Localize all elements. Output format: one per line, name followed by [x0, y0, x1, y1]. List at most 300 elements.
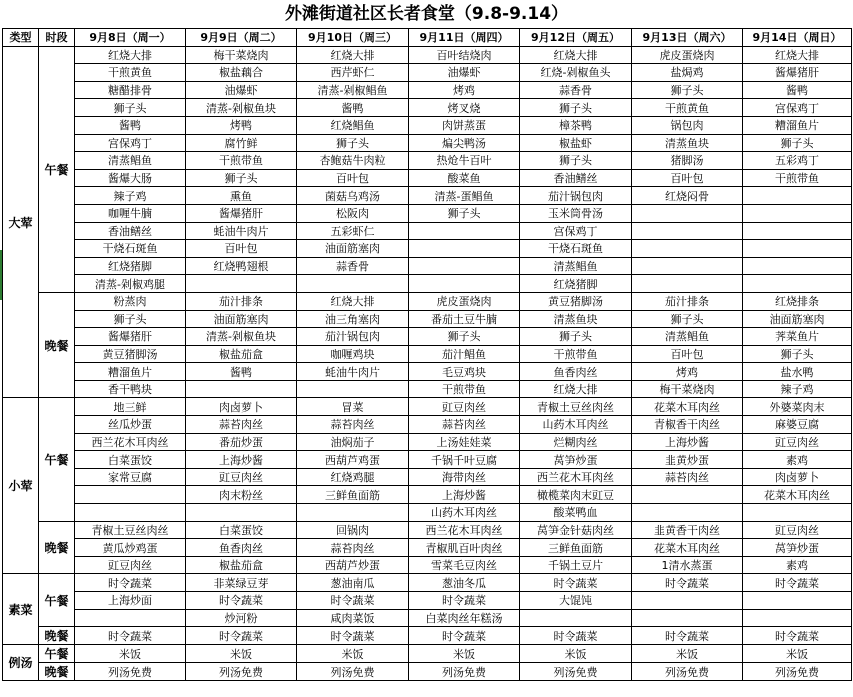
dish-cell: 宫保鸡丁: [743, 99, 852, 117]
dish-cell: 清蒸鱼块: [632, 134, 743, 152]
dish-cell: 时令蔬菜: [743, 627, 852, 645]
dish-cell: 炒河粉: [186, 609, 297, 627]
menu-row: [3, 257, 852, 275]
menu-row: [3, 292, 852, 310]
dish-cell: 山药木耳肉丝: [409, 504, 520, 522]
dish-cell: 蒜苔肉丝: [186, 416, 297, 434]
menu-table: [2, 28, 852, 681]
dish-cell: 三鲜鱼面筋: [520, 539, 632, 557]
dish-cell: 锅包肉: [632, 116, 743, 134]
dish-cell: 松阪肉: [297, 204, 409, 222]
dish-cell: 西兰花木耳肉丝: [409, 521, 520, 539]
dish-cell: 狮子头: [186, 169, 297, 187]
menu-row: [3, 380, 852, 398]
dish-cell: 干煎黄鱼: [75, 64, 186, 82]
dish-cell: 狮子头: [743, 345, 852, 363]
dish-cell: 花菜木耳肉丝: [743, 486, 852, 504]
dish-cell: [743, 204, 852, 222]
dish-cell: 酱鸭: [743, 81, 852, 99]
dish-cell: 红烧鸡腿: [297, 468, 409, 486]
dish-cell: 香油鳝丝: [520, 169, 632, 187]
dish-cell: 干煎带鱼: [186, 152, 297, 170]
dish-cell: 韭黄香干肉丝: [632, 521, 743, 539]
dish-cell: 米饭: [520, 645, 632, 663]
dish-cell: 上海炒酱: [632, 433, 743, 451]
menu-row: [3, 81, 852, 99]
dish-cell: 三鲜鱼面筋: [297, 486, 409, 504]
dish-cell: 糖醋排骨: [75, 81, 186, 99]
menu-row: [3, 169, 852, 187]
dish-cell: 干煎带鱼: [743, 169, 852, 187]
dish-cell: 樟茶鸭: [520, 116, 632, 134]
dish-cell: 蒜苔肉丝: [409, 416, 520, 434]
dish-cell: 时令蔬菜: [297, 592, 409, 610]
dish-cell: [632, 592, 743, 610]
dish-cell: 蒜香骨: [520, 81, 632, 99]
dish-cell: 黄豆猪脚汤: [520, 292, 632, 310]
dish-cell: 香油鳝丝: [75, 222, 186, 240]
dish-cell: 橄榄菜肉末豇豆: [520, 486, 632, 504]
dish-cell: 蒜苔肉丝: [632, 468, 743, 486]
menu-row: [3, 64, 852, 82]
menu-row: [3, 398, 852, 416]
dish-cell: 清蒸鲳鱼: [520, 257, 632, 275]
dish-cell: 酱鸭: [297, 99, 409, 117]
dish-cell: 时令蔬菜: [632, 627, 743, 645]
dish-cell: 红烧大排: [520, 380, 632, 398]
menu-row: [3, 222, 852, 240]
dish-cell: 时令蔬菜: [520, 574, 632, 592]
dish-cell: 酸菜鱼: [409, 169, 520, 187]
dish-cell: 蚝油牛肉片: [186, 222, 297, 240]
dish-cell: 时令蔬菜: [632, 574, 743, 592]
dish-cell: 狮子头: [75, 310, 186, 328]
dish-cell: 红烧鸭翅根: [186, 257, 297, 275]
dish-cell: 椒盐茄盒: [186, 556, 297, 574]
dish-cell: 油焖茄子: [297, 433, 409, 451]
dish-cell: 蒜香骨: [297, 257, 409, 275]
dish-cell: 花菜木耳肉丝: [632, 398, 743, 416]
dish-cell: 千锅千叶豆腐: [409, 451, 520, 469]
dish-cell: 列汤免费: [520, 663, 632, 681]
dish-cell: 米饭: [186, 645, 297, 663]
dish-cell: 米饭: [632, 645, 743, 663]
dish-cell: [186, 380, 297, 398]
dish-cell: 盐焗鸡: [632, 64, 743, 82]
dish-cell: 西葫芦鸡蛋: [297, 451, 409, 469]
dish-cell: 梅干菜烧肉: [632, 380, 743, 398]
dish-cell: 椒盐虾: [520, 134, 632, 152]
dish-cell: 干烧石斑鱼: [520, 240, 632, 258]
page-title: 外滩街道社区长者食堂（9.8-9.14）: [284, 4, 569, 24]
dish-cell: 烂糊肉丝: [520, 433, 632, 451]
header-cell: 9月13日（周六）: [632, 29, 743, 47]
dish-cell: 椒盐茄盒: [186, 345, 297, 363]
dish-cell: 列汤免费: [632, 663, 743, 681]
dish-cell: 梅干菜烧肉: [186, 46, 297, 64]
dish-cell: 青椒香干肉丝: [632, 416, 743, 434]
dish-cell: 狮子头: [409, 204, 520, 222]
dish-cell: 黄瓜炒鸡蛋: [75, 539, 186, 557]
dish-cell: 红烧猪脚: [75, 257, 186, 275]
dish-cell: [632, 240, 743, 258]
menu-row: [3, 433, 852, 451]
dish-cell: 家常豆腐: [75, 468, 186, 486]
category-cell: 例汤: [3, 645, 39, 681]
dish-cell: 葱油南瓜: [297, 574, 409, 592]
period-cell: 晚餐: [39, 627, 75, 645]
dish-cell: 莴笋炒蛋: [743, 539, 852, 557]
header-cell: 9月8日（周一）: [75, 29, 186, 47]
dish-cell: 酱爆猪肝: [743, 64, 852, 82]
dish-cell: [297, 275, 409, 293]
dish-cell: 狮子头: [520, 152, 632, 170]
dish-cell: 时令蔬菜: [409, 592, 520, 610]
dish-cell: 冒菜: [297, 398, 409, 416]
menu-row: [3, 240, 852, 258]
dish-cell: [632, 275, 743, 293]
dish-cell: 红烧大排: [297, 46, 409, 64]
dish-cell: 玉米筒骨汤: [520, 204, 632, 222]
dish-cell: 五彩虾仁: [297, 222, 409, 240]
dish-cell: 鱼香肉丝: [520, 363, 632, 381]
dish-cell: 盐水鸭: [743, 363, 852, 381]
dish-cell: 时令蔬菜: [297, 627, 409, 645]
dish-cell: 宫保鸡丁: [520, 222, 632, 240]
menu-row: [3, 663, 852, 681]
menu-row: [3, 416, 852, 434]
dish-cell: 1清水蒸蛋: [632, 556, 743, 574]
header-cell: 9月10日（周三）: [297, 29, 409, 47]
dish-cell: 肉末粉丝: [186, 486, 297, 504]
dish-cell: [743, 504, 852, 522]
dish-cell: 红烧排条: [743, 292, 852, 310]
dish-cell: 清蒸-蛋鲳鱼: [409, 187, 520, 205]
dish-cell: 非菜绿豆芽: [186, 574, 297, 592]
dish-cell: [632, 609, 743, 627]
dish-cell: 红烧鲳鱼: [297, 116, 409, 134]
dish-cell: [743, 257, 852, 275]
dish-cell: [75, 486, 186, 504]
dish-cell: [743, 222, 852, 240]
period-cell: 晚餐: [39, 663, 75, 681]
dish-cell: 狮子头: [75, 99, 186, 117]
menu-row: [3, 645, 852, 663]
dish-cell: 红烧猪脚: [520, 275, 632, 293]
dish-cell: 狮子头: [520, 328, 632, 346]
dish-cell: 酸菜鸭血: [520, 504, 632, 522]
menu-row: [3, 451, 852, 469]
dish-cell: [75, 609, 186, 627]
dish-cell: [409, 275, 520, 293]
dish-cell: 粉蒸肉: [75, 292, 186, 310]
dish-cell: 煸尖鸭汤: [409, 134, 520, 152]
menu-row: [3, 592, 852, 610]
dish-cell: [743, 609, 852, 627]
period-cell: 午餐: [39, 574, 75, 627]
dish-cell: 清蒸-剁椒鲳鱼: [297, 81, 409, 99]
dish-cell: [297, 380, 409, 398]
dish-cell: 清蒸鲳鱼: [632, 328, 743, 346]
dish-cell: 红烧-剁椒鱼头: [520, 64, 632, 82]
header-cell: 9月11日（周四）: [409, 29, 520, 47]
dish-cell: 莴笋金针菇肉丝: [520, 521, 632, 539]
dish-cell: [186, 504, 297, 522]
menu-row: [3, 187, 852, 205]
period-cell: 晚餐: [39, 292, 75, 398]
dish-cell: 干烧石斑鱼: [75, 240, 186, 258]
dish-cell: 豇豆肉丝: [409, 398, 520, 416]
dish-cell: 椒盐藕合: [186, 64, 297, 82]
dish-cell: 咸肉菜饭: [297, 609, 409, 627]
dish-cell: 红烧大排: [520, 46, 632, 64]
dish-cell: 杏鲍菇牛肉粒: [297, 152, 409, 170]
menu-row: [3, 310, 852, 328]
menu-row: [3, 345, 852, 363]
dish-cell: 豇豆肉丝: [743, 433, 852, 451]
dish-cell: 烤鸡: [632, 363, 743, 381]
dish-cell: 狮子头: [409, 328, 520, 346]
dish-cell: 红烧大排: [743, 46, 852, 64]
dish-cell: 鱼香肉丝: [186, 539, 297, 557]
dish-cell: 肉卤萝卜: [743, 468, 852, 486]
dish-cell: 百叶包: [186, 240, 297, 258]
dish-cell: 西葫芦炒蛋: [297, 556, 409, 574]
dish-cell: [409, 240, 520, 258]
header-cell: 类型: [3, 29, 39, 47]
dish-cell: 干煎黄鱼: [632, 99, 743, 117]
menu-row: [3, 275, 852, 293]
dish-cell: [632, 257, 743, 275]
menu-row: [3, 134, 852, 152]
dish-cell: [743, 240, 852, 258]
dish-cell: [632, 486, 743, 504]
header-cell: 9月12日（周五）: [520, 29, 632, 47]
category-cell: 小荤: [3, 398, 39, 574]
dish-cell: 时令蔬菜: [520, 627, 632, 645]
dish-cell: 列汤免费: [75, 663, 186, 681]
dish-cell: 酱爆猪肝: [186, 204, 297, 222]
dish-cell: 油爆虾: [409, 64, 520, 82]
dish-cell: 列汤免费: [743, 663, 852, 681]
category-cell: 大荤: [3, 46, 39, 398]
dish-cell: [520, 609, 632, 627]
dish-cell: 上海炒酱: [409, 486, 520, 504]
dish-cell: 糟溜鱼片: [75, 363, 186, 381]
dish-cell: 烤鸭: [186, 116, 297, 134]
dish-cell: 蒜苔肉丝: [297, 539, 409, 557]
dish-cell: 青椒土豆丝肉丝: [75, 521, 186, 539]
dish-cell: 酱爆大肠: [75, 169, 186, 187]
dish-cell: 烤叉烧: [409, 99, 520, 117]
dish-cell: 茄汁排条: [186, 292, 297, 310]
period-cell: 午餐: [39, 46, 75, 292]
menu-row: [3, 556, 852, 574]
dish-cell: 茄汁鲳鱼: [409, 345, 520, 363]
dish-cell: 地三鲜: [75, 398, 186, 416]
dish-cell: 米饭: [297, 645, 409, 663]
dish-cell: 蚝油牛肉片: [297, 363, 409, 381]
dish-cell: 千锅土豆片: [520, 556, 632, 574]
menu-row: [3, 363, 852, 381]
dish-cell: 茄汁锅包肉: [520, 187, 632, 205]
dish-cell: 外婆菜肉末: [743, 398, 852, 416]
dish-cell: 海带肉丝: [409, 468, 520, 486]
period-cell: 午餐: [39, 398, 75, 521]
dish-cell: [632, 222, 743, 240]
dish-cell: 上汤娃娃菜: [409, 433, 520, 451]
dish-cell: 狮子头: [632, 310, 743, 328]
dish-cell: [75, 504, 186, 522]
dish-cell: 虎皮蛋烧肉: [632, 46, 743, 64]
menu-row: [3, 504, 852, 522]
menu-row: [3, 99, 852, 117]
dish-cell: 香干鸭块: [75, 380, 186, 398]
dish-cell: 豇豆肉丝: [186, 468, 297, 486]
dish-cell: 米饭: [75, 645, 186, 663]
header-row: [3, 29, 852, 47]
dish-cell: [632, 504, 743, 522]
dish-cell: 狮子头: [520, 99, 632, 117]
dish-cell: 上海炒面: [75, 592, 186, 610]
dish-cell: 油爆虾: [186, 81, 297, 99]
dish-cell: [297, 504, 409, 522]
dish-cell: 红烧大排: [297, 292, 409, 310]
dish-cell: 韭黄炒蛋: [632, 451, 743, 469]
dish-cell: [632, 204, 743, 222]
dish-cell: 时令蔬菜: [743, 574, 852, 592]
dish-cell: 番茄炒蛋: [186, 433, 297, 451]
dish-cell: [743, 592, 852, 610]
dish-cell: 回锅肉: [297, 521, 409, 539]
dish-cell: 糟溜鱼片: [743, 116, 852, 134]
dish-cell: 狮子头: [297, 134, 409, 152]
dish-cell: 西芹虾仁: [297, 64, 409, 82]
dish-cell: 辣子鸡: [743, 380, 852, 398]
menu-row: [3, 204, 852, 222]
dish-cell: 素鸡: [743, 556, 852, 574]
category-cell: 素菜: [3, 574, 39, 645]
dish-cell: 豇豆肉丝: [75, 556, 186, 574]
dish-cell: 油面筋塞肉: [743, 310, 852, 328]
menu-row: [3, 328, 852, 346]
dish-cell: 干煎带鱼: [520, 345, 632, 363]
dish-cell: 列汤免费: [409, 663, 520, 681]
dish-cell: 狮子头: [743, 134, 852, 152]
header-cell: 时段: [39, 29, 75, 47]
dish-cell: 猪脚汤: [632, 152, 743, 170]
dish-cell: 热炝牛百叶: [409, 152, 520, 170]
dish-cell: 大馄饨: [520, 592, 632, 610]
dish-cell: 腐竹鲜: [186, 134, 297, 152]
dish-cell: 酱鸭: [75, 116, 186, 134]
dish-cell: 肉卤萝卜: [186, 398, 297, 416]
dish-cell: 山药木耳肉丝: [520, 416, 632, 434]
dish-cell: 葱油冬瓜: [409, 574, 520, 592]
dish-cell: [743, 187, 852, 205]
dish-cell: 酱鸭: [186, 363, 297, 381]
dish-cell: 五彩鸡丁: [743, 152, 852, 170]
period-cell: 晚餐: [39, 521, 75, 574]
menu-row: [3, 468, 852, 486]
dish-cell: 花菜木耳肉丝: [632, 539, 743, 557]
dish-cell: 干煎带鱼: [409, 380, 520, 398]
menu-row: [3, 486, 852, 504]
dish-cell: 百叶包: [632, 345, 743, 363]
dish-cell: 油面筋塞肉: [186, 310, 297, 328]
dish-cell: 米饭: [743, 645, 852, 663]
dish-cell: 狮子头: [632, 81, 743, 99]
menu-row: [3, 627, 852, 645]
header-cell: 9月9日（周二）: [186, 29, 297, 47]
dish-cell: 上海炒酱: [186, 451, 297, 469]
header-cell: 9月14日（周日）: [743, 29, 852, 47]
dish-cell: 素鸡: [743, 451, 852, 469]
dish-cell: [186, 275, 297, 293]
dish-cell: 肉饼蒸蛋: [409, 116, 520, 134]
dish-cell: 列汤免费: [186, 663, 297, 681]
menu-row: [3, 152, 852, 170]
menu-row: [3, 116, 852, 134]
dish-cell: 烤鸡: [409, 81, 520, 99]
dish-cell: 雪菜毛豆肉丝: [409, 556, 520, 574]
dish-cell: 熏鱼: [186, 187, 297, 205]
dish-cell: 时令蔬菜: [186, 627, 297, 645]
dish-cell: 咖喱牛腩: [75, 204, 186, 222]
period-cell: 午餐: [39, 645, 75, 663]
dish-cell: 百叶包: [632, 169, 743, 187]
dish-cell: 虎皮蛋烧肉: [409, 292, 520, 310]
dish-cell: 清蒸-剁椒鱼块: [186, 99, 297, 117]
dish-cell: 宫保鸡丁: [75, 134, 186, 152]
dish-cell: 米饭: [409, 645, 520, 663]
dish-cell: 青椒土豆丝肉丝: [520, 398, 632, 416]
dish-cell: 油三角塞肉: [297, 310, 409, 328]
dish-cell: 西兰花木耳肉丝: [75, 433, 186, 451]
dish-cell: 白菜蛋饺: [186, 521, 297, 539]
menu-row: [3, 521, 852, 539]
menu-row: [3, 574, 852, 592]
dish-cell: 咖喱鸡块: [297, 345, 409, 363]
menu-body: [3, 46, 852, 681]
dish-cell: 白菜肉丝年糕汤: [409, 609, 520, 627]
dish-cell: 清蒸-剁椒鸡腿: [75, 275, 186, 293]
dish-cell: 清蒸鱼块: [520, 310, 632, 328]
dish-cell: 百叶结烧肉: [409, 46, 520, 64]
dish-cell: 红烧闷骨: [632, 187, 743, 205]
dish-cell: 蒜苔肉丝: [297, 416, 409, 434]
dish-cell: 莴笋炒蛋: [520, 451, 632, 469]
dish-cell: 红烧大排: [75, 46, 186, 64]
dish-cell: 荠菜鱼片: [743, 328, 852, 346]
dish-cell: 茄汁锅包肉: [297, 328, 409, 346]
dish-cell: 茄汁排条: [632, 292, 743, 310]
dish-cell: 辣子鸡: [75, 187, 186, 205]
dish-cell: [409, 222, 520, 240]
dish-cell: 丝瓜炒蛋: [75, 416, 186, 434]
dish-cell: 时令蔬菜: [409, 627, 520, 645]
dish-cell: [743, 275, 852, 293]
dish-cell: [409, 257, 520, 275]
dish-cell: 百叶包: [297, 169, 409, 187]
dish-cell: 油面筋塞肉: [297, 240, 409, 258]
dish-cell: 黄豆猪脚汤: [75, 345, 186, 363]
dish-cell: 豇豆肉丝: [743, 521, 852, 539]
dish-cell: 时令蔬菜: [75, 574, 186, 592]
menu-row: [3, 46, 852, 64]
dish-cell: 青椒肌百叶肉丝: [409, 539, 520, 557]
menu-row: [3, 609, 852, 627]
